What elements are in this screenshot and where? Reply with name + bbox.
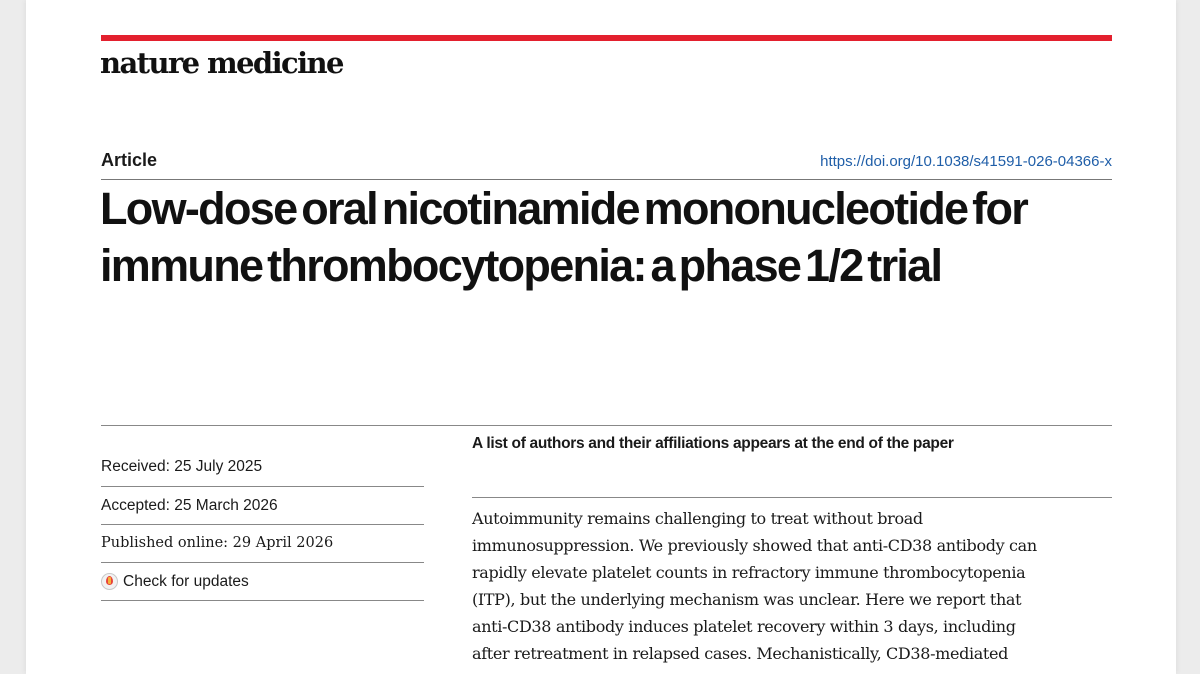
article-title: Low-dose oral nicotinamide mononucleotide for immune thrombocytopenia: a phase 1/2 trial xyxy=(100,183,1028,291)
accepted-date: Accepted: 25 March 2026 xyxy=(101,487,424,525)
journal-accent-bar xyxy=(101,35,1112,41)
check-for-updates-label: Check for updates xyxy=(123,573,249,590)
section-divider xyxy=(101,425,1112,426)
article-dates xyxy=(101,448,424,601)
abstract-line: (ITP), but the underlying mechanism was unclear. Here we report that xyxy=(472,590,1022,609)
check-for-updates-icon xyxy=(101,573,118,590)
abstract-line: anti-CD38 antibody induces platelet recovery within 3 days, including xyxy=(472,617,1016,636)
abstract-line: immunosuppression. We previously showed that anti-CD38 antibody can xyxy=(472,536,1037,555)
abstract-divider xyxy=(472,497,1112,498)
abstract-line: after retreatment in relapsed cases. Mechanistically, CD38-mediated xyxy=(472,644,1009,663)
abstract-line: Autoimmunity remains challenging to treat without broad xyxy=(472,509,923,528)
article-page xyxy=(26,0,1176,674)
abstract xyxy=(472,505,1122,667)
received-date: Received: 25 July 2025 xyxy=(101,448,424,487)
published-date: Published online: 29 April 2026 xyxy=(101,525,424,563)
doi-link[interactable]: https://doi.org/10.1038/s41591-026-04366-x xyxy=(820,153,1112,170)
abstract-line: rapidly elevate platelet counts in refractory immune thrombocytopenia xyxy=(472,563,1026,582)
check-for-updates-button[interactable] xyxy=(101,563,424,601)
authors-affiliations-note: A list of authors and their affiliations appears at the end of the paper xyxy=(472,435,954,452)
journal-name: nature medicine xyxy=(100,46,343,80)
article-type-label: Article xyxy=(101,150,158,170)
